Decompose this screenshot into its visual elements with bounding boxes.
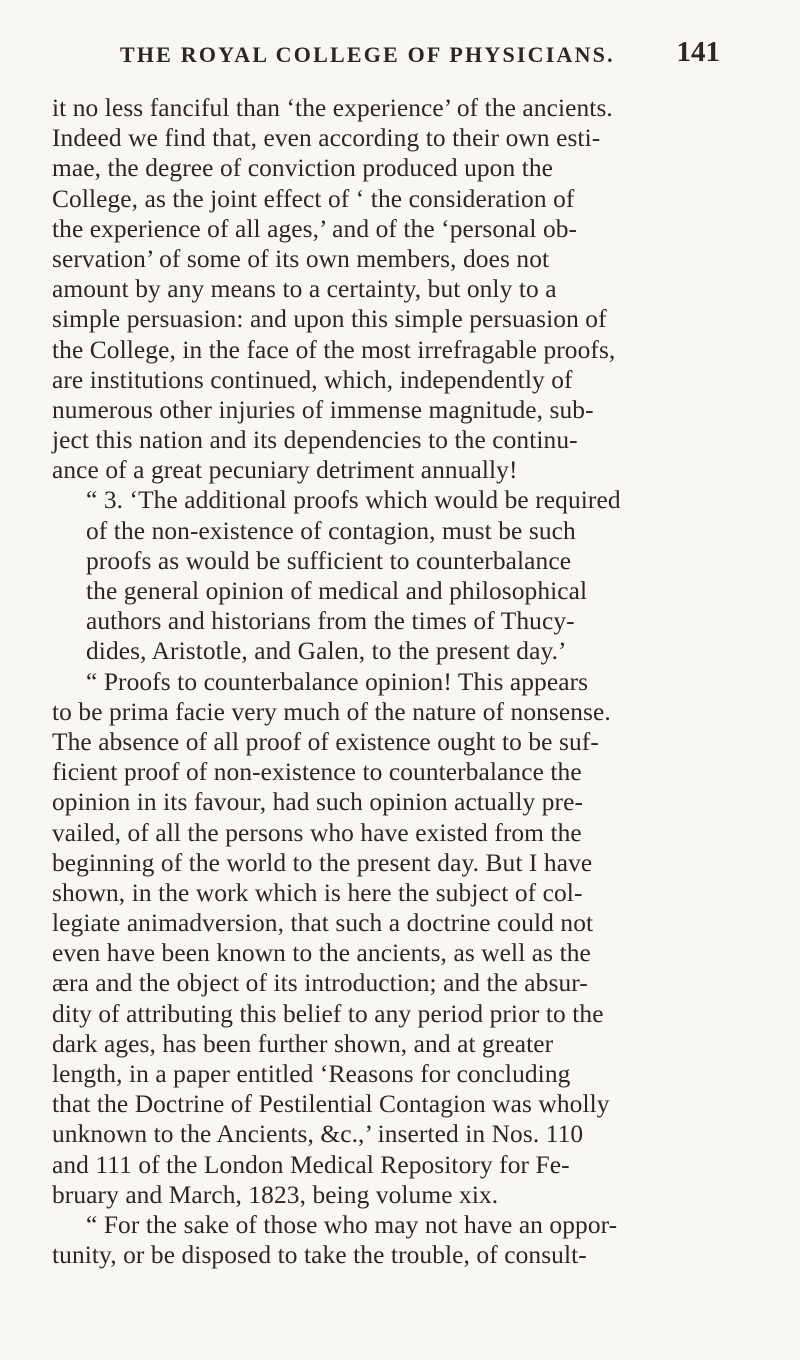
text-line: The absence of all proof of existence ought to be suf- — [52, 727, 599, 756]
quoted-text-line: dides, Aristotle, and Galen, to the present day.’ — [86, 637, 567, 666]
text-line: legiate animadversion, that such a doctrine could not — [52, 909, 594, 938]
text-line: vailed, of all the persons who have existed from the — [52, 818, 582, 847]
text-line: servation’ of some of its own members, does not — [52, 244, 550, 273]
text-line: length, in a paper entitled ‘Reasons for concluding — [52, 1060, 571, 1088]
text-line: beginning of the world to the present day. But I have — [52, 848, 593, 877]
text-line: Indeed we find that, even according to their own esti- — [52, 124, 601, 153]
text-line: unknown to the Ancients, &c.,’ inserted in Nos. 110 — [52, 1120, 584, 1149]
text-line: amount by any means to a certainty, but only to a — [52, 275, 557, 304]
text-line: even have been known to the ancients, as well as the — [52, 939, 591, 968]
paragraph-start: “ Proofs to counterbalance opinion! This appears — [86, 667, 589, 696]
quoted-text-line: of the non-existence of contagion, must be such — [86, 516, 576, 545]
text-line: numerous other injuries of immense magnitude, sub- — [52, 395, 594, 424]
text-line: dity of attributing this belief to any period prior to the — [52, 999, 604, 1028]
text-line: ject this nation and its dependencies to the continu- — [52, 426, 578, 455]
quoted-text-line: the general opinion of medical and philosophical — [86, 577, 588, 605]
running-head — [60, 36, 720, 76]
quoted-text-line: authors and historians from the times of Thucy- — [86, 607, 575, 636]
text-line: it no less fanciful than ‘the experience’ of the ancients. — [52, 94, 613, 122]
text-line: that the Doctrine of Pestilential Contagion was wholly — [52, 1090, 610, 1119]
running-title: THE ROYAL COLLEGE OF PHYSICIANS. — [120, 42, 615, 67]
text-line: shown, in the work which is here the subject of col- — [52, 878, 583, 907]
text-line: simple persuasion: and upon this simple persuasion of — [52, 305, 607, 334]
page-number: 141 — [676, 36, 720, 68]
text-line: and 111 of the London Medical Repository for Fe- — [52, 1150, 570, 1179]
paragraph-start: “ For the sake of those who may not have an oppor- — [86, 1210, 618, 1239]
text-line: bruary and March, 1823, being volume xix. — [52, 1180, 499, 1209]
text-line: tunity, or be disposed to take the trouble, of consult- — [52, 1241, 587, 1270]
text-line: ficient proof of non-existence to counterbalance the — [52, 758, 582, 787]
text-line: College, as the joint effect of ‘ the consideration of — [52, 184, 575, 213]
text-line: dark ages, has been further shown, and at greater — [52, 1029, 554, 1058]
text-line: are institutions continued, which, independently of — [52, 365, 573, 394]
text-line: æra and the object of its introduction; and the absur- — [52, 969, 588, 998]
text-line: the experience of all ages,’ and of the ‘personal ob- — [52, 214, 578, 243]
quoted-paragraph-start: “ 3. ‘The additional proofs which would be required — [86, 486, 621, 515]
text-line: to be prima facie very much of the nature of nonsense. — [52, 697, 611, 726]
text-line: ance of a great pecuniary detriment annually! — [52, 456, 518, 485]
quoted-text-line: proofs as would be sufficient to counterbalance — [86, 546, 572, 575]
body-text — [52, 93, 762, 1270]
text-line: opinion in its favour, had such opinion actually pre- — [52, 788, 584, 817]
text-line: the College, in the face of the most irrefragable proofs, — [52, 335, 616, 364]
text-line: mae, the degree of conviction produced upon the — [52, 154, 554, 183]
